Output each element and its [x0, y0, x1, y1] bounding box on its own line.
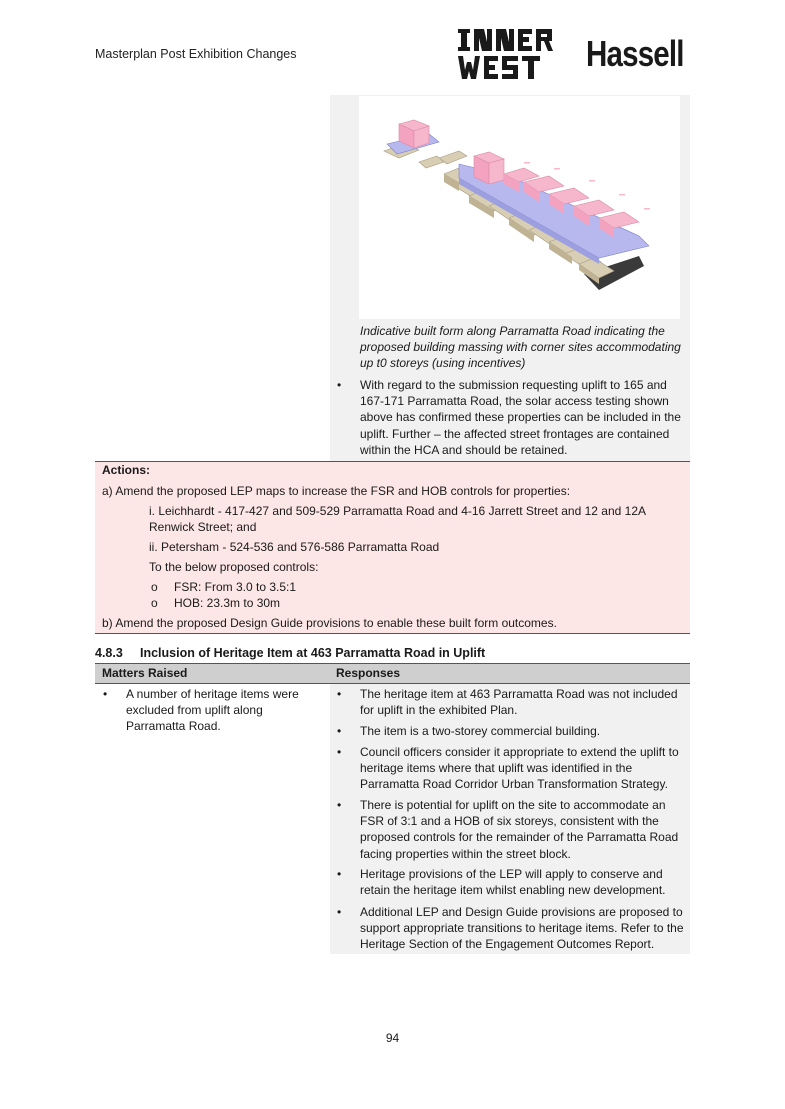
section-number: 4.8.3 [95, 646, 123, 660]
action-b: b) Amend the proposed Design Guide provisions to enable these built form outcomes. [102, 616, 557, 630]
page-number: 94 [385, 1031, 400, 1045]
response-text: The heritage item at 463 Parramatta Road was not included for uplift in the exhibited Plan. [360, 687, 678, 718]
bullet-icon: • [337, 798, 342, 812]
bullet-icon: • [103, 687, 108, 701]
hassell-logo: Hassell [586, 33, 684, 74]
bullet-icon: • [337, 867, 342, 881]
matter-item [103, 686, 316, 735]
bullet-icon: • [337, 378, 342, 392]
response-text: The item is a two-storey commercial building. [360, 724, 601, 738]
response-item [337, 904, 685, 953]
figure-caption: Indicative built form along Parramatta Road indicating the proposed building massing with corner sites accommodating up t0 storeys (using incentives) [360, 324, 681, 371]
list-item [337, 377, 685, 458]
bullet-icon: • [337, 687, 342, 701]
built-form-massing-figure [359, 96, 680, 319]
controls-intro: To the below proposed controls: [149, 560, 319, 574]
actions-heading: Actions: [102, 463, 150, 477]
bullet-icon: • [337, 905, 342, 919]
control-hob: HOB: 23.3m to 30m [174, 596, 281, 610]
section-title: Inclusion of Heritage Item at 463 Parramatta Road in Uplift [140, 646, 486, 660]
bullet-icon: o [151, 580, 158, 594]
inner-west-logo [457, 28, 555, 80]
control-fsr: FSR: From 3.0 to 3.5:1 [174, 580, 297, 594]
response-text: There is potential for uplift on the site to accommodate an FSR of 3:1 and a HOB of six storeys, consistent with the proposed controls for the remainder of the Parramatta Road facing properties within the street block. [360, 798, 679, 861]
column-header-matters: Matters Raised [102, 666, 188, 680]
response-text: Council officers consider it appropriate to extend the uplift to heritage items where that uplift was identified in the Parramatta Road Corridor Urban Transformation Strategy. [360, 745, 679, 792]
bullet-text: With regard to the submission requesting uplift to 165 and 167-171 Parramatta Road, the solar access testing shown above has confirmed these properties can be included in the uplift. Further – the affected street frontages are contained within the HCA and should be retained. [360, 378, 681, 457]
table-header [95, 663, 690, 684]
response-item [337, 744, 685, 793]
response-text: Additional LEP and Design Guide provisions are proposed to support appropriate transitions to heritage items. Refer to the Heritage Section of the Engagement Outcomes Report. [360, 905, 684, 952]
bullet-icon: • [337, 745, 342, 759]
bullet-icon: • [337, 724, 342, 738]
section-heading [95, 646, 485, 660]
response-item [337, 866, 685, 898]
action-a-i: i. Leichhardt - 417-427 and 509-529 Parramatta Road and 4-16 Jarrett Street and 12 and 12A Renwick Street; and [149, 504, 646, 535]
document-header-title: Masterplan Post Exhibition Changes [95, 47, 297, 61]
bullet-icon: o [151, 596, 158, 610]
response-item [337, 723, 685, 739]
response-text: Heritage provisions of the LEP will apply to conserve and retain the heritage item whilst enabling new development. [360, 867, 666, 898]
response-item [337, 686, 685, 718]
action-a-ii: ii. Petersham - 524-536 and 576-586 Parramatta Road [149, 540, 440, 554]
column-header-responses: Responses [336, 666, 401, 680]
response-item [337, 797, 685, 862]
matter-text: A number of heritage items were excluded from uplift along Parramatta Road. [126, 687, 299, 734]
action-a: a) Amend the proposed LEP maps to increase the FSR and HOB controls for properties: [102, 484, 571, 498]
